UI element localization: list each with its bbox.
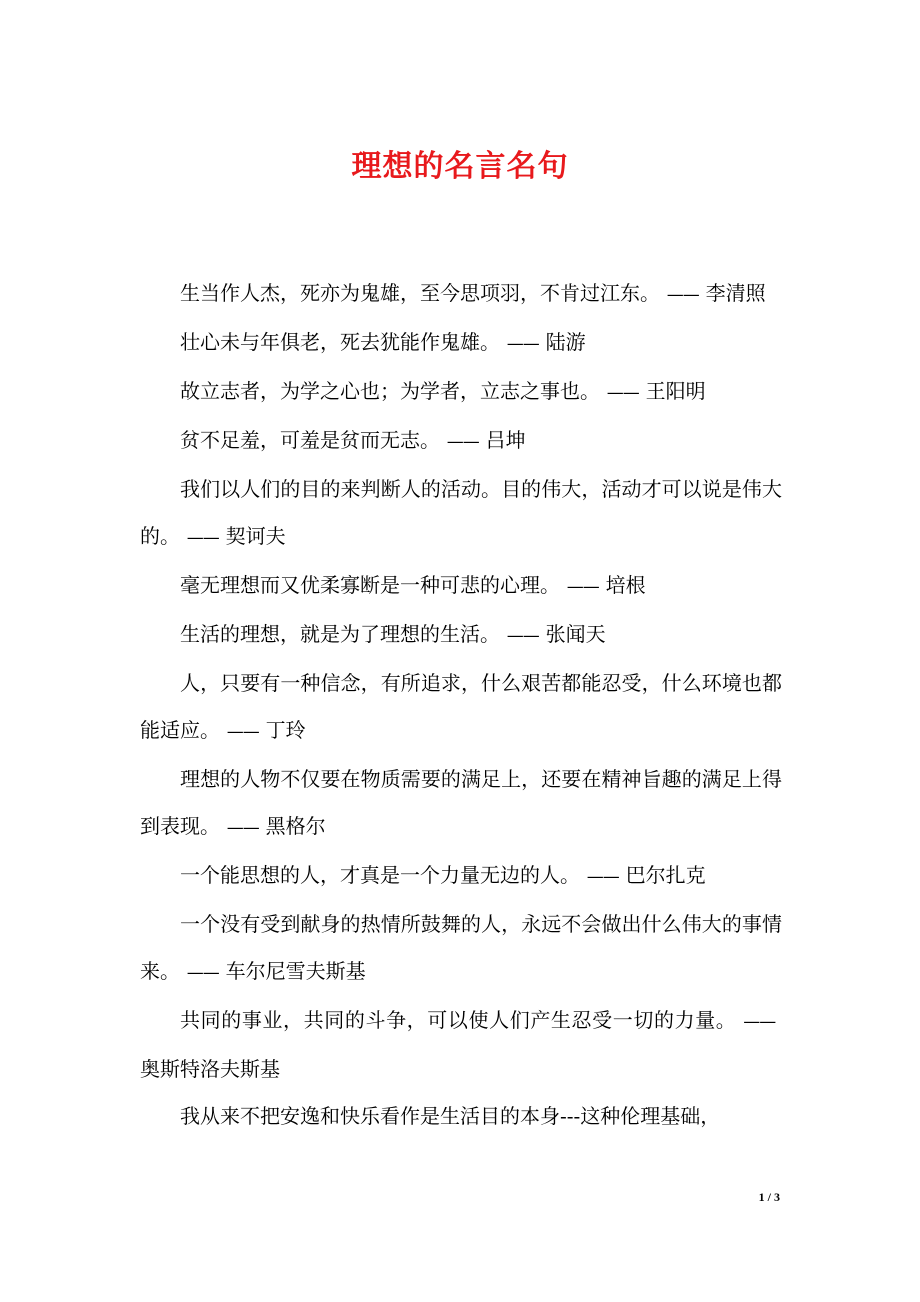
quote-dash: —— [506, 626, 539, 646]
quote-text: 毫无理想而又优柔寡断是一种可悲的心理。 [180, 573, 560, 597]
quote-dash: —— [186, 528, 219, 548]
quote-paragraph [140, 901, 782, 997]
quote-text: 贫不足羞，可羞是贫而无志。 [180, 428, 440, 452]
quote-text: 理想的人物不仅要在物质需要的满足上，还要在精神旨趣的满足上得到表现。 [140, 767, 782, 838]
quote-paragraph [140, 660, 782, 756]
quote-text: 我从来不把安逸和快乐看作是生活目的本身---这种伦理基础， [180, 1104, 721, 1128]
quote-author: 奥斯特洛夫斯基 [140, 1057, 280, 1081]
quote-dash: —— [446, 432, 479, 452]
quote-text: 壮心未与年俱老，死去犹能作鬼雄。 [180, 330, 500, 354]
quote-dash: —— [226, 818, 259, 838]
quote-text: 生活的理想，就是为了理想的生活。 [180, 622, 500, 646]
quote-text: 人，只要有一种信念，有所追求，什么艰苦都能忍受，什么环境也都能适应。 [140, 671, 782, 742]
page-number: 1 / 3 [758, 1190, 780, 1204]
document-body [140, 270, 782, 1140]
quote-paragraph [140, 852, 782, 901]
quote-dash: —— [186, 963, 219, 983]
quote-text: 我们以人们的目的来判断人的活动。目的伟大，活动才可以说是伟大的。 [140, 477, 782, 548]
quote-paragraph [140, 562, 782, 611]
quote-paragraph [140, 756, 782, 852]
quote-text: 一个没有受到献身的热情所鼓舞的人，永远不会做出什么伟大的事情来。 [140, 912, 782, 983]
quote-paragraph [140, 417, 782, 466]
quote-dash: —— [226, 722, 259, 742]
quote-author: 车尔尼雪夫斯基 [225, 959, 366, 983]
quote-paragraph [140, 611, 782, 660]
quote-dash: —— [743, 1012, 776, 1032]
quote-author: 王阳明 [645, 379, 706, 403]
quote-author: 巴尔扎克 [625, 863, 706, 887]
quote-paragraph [140, 1093, 782, 1140]
quote-author: 张闻天 [545, 622, 606, 646]
quote-paragraph [140, 319, 782, 368]
quote-text: 生当作人杰，死亦为鬼雄，至今思项羽，不肯过江东。 [180, 281, 660, 305]
quote-author: 丁玲 [265, 718, 306, 742]
quote-paragraph [140, 466, 782, 562]
quote-author: 陆游 [545, 330, 586, 354]
document-title: 理想的名言名句 [351, 149, 569, 184]
quote-dash: —— [606, 383, 639, 403]
quote-paragraph [140, 997, 782, 1093]
quote-text: 故立志者，为学之心也；为学者，立志之事也。 [180, 379, 600, 403]
quote-text: 共同的事业，共同的斗争，可以使人们产生忍受一切的力量。 [180, 1008, 737, 1032]
quote-paragraph [140, 368, 782, 417]
quote-dash: —— [586, 867, 619, 887]
quote-author: 黑格尔 [265, 814, 326, 838]
quote-dash: —— [666, 285, 699, 305]
quote-author: 李清照 [705, 281, 766, 305]
quote-text: 一个能思想的人，才真是一个力量无边的人。 [180, 863, 580, 887]
quote-author: 吕坤 [485, 428, 526, 452]
quote-dash: —— [566, 577, 599, 597]
quote-dash: —— [506, 334, 539, 354]
quote-author: 契诃夫 [225, 524, 286, 548]
quote-paragraph [140, 270, 782, 319]
quote-author: 培根 [605, 573, 646, 597]
